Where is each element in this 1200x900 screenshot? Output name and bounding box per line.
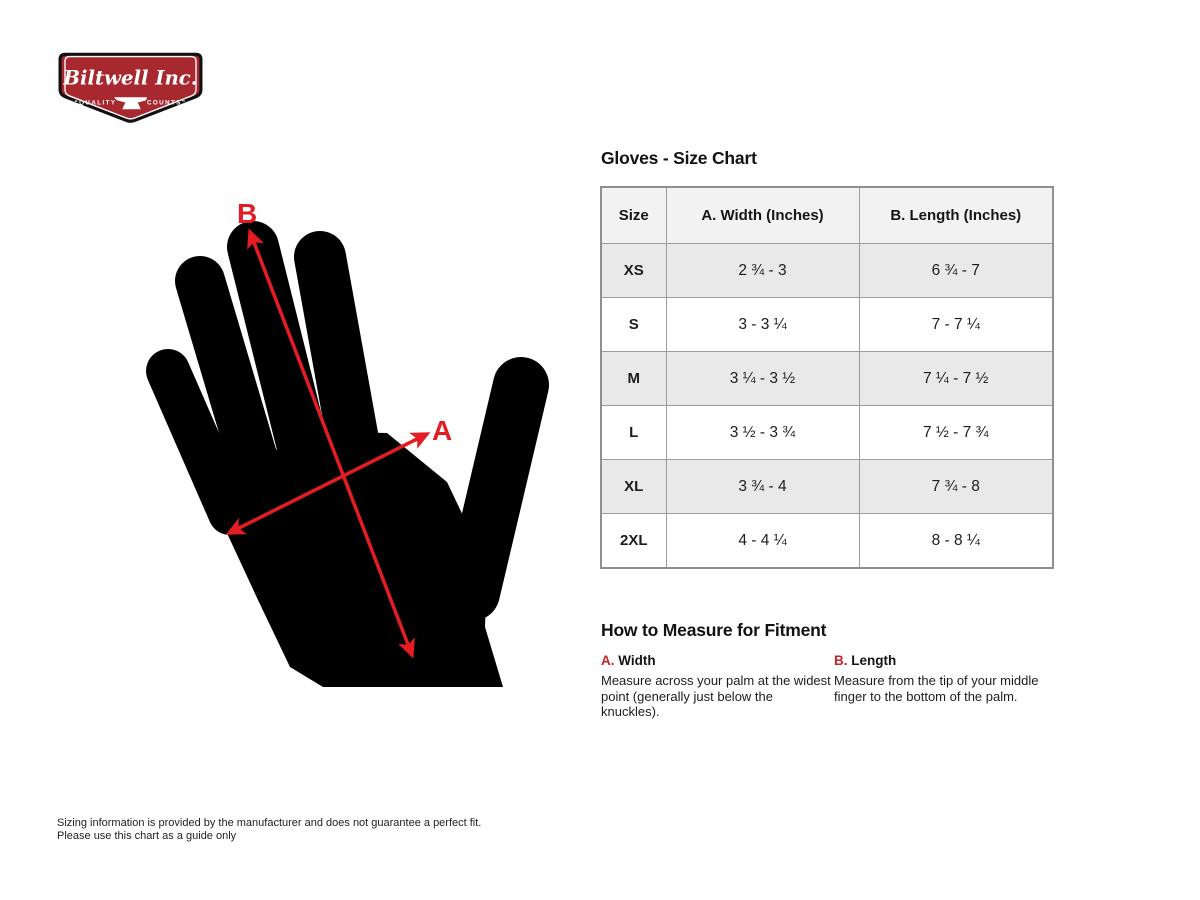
measure-key-a: A. xyxy=(601,653,615,668)
biltwell-logo xyxy=(58,52,203,125)
size-chart-table xyxy=(600,186,1054,569)
size-chart-row xyxy=(601,406,1053,460)
disclaimer-line-1: Sizing information is provided by the manufacturer and does not guarantee a perfect fit. xyxy=(57,817,482,829)
measure-length-heading xyxy=(834,653,1064,668)
width-cell: 4 - 4 ¼ xyxy=(666,514,859,569)
width-cell: 3 ½ - 3 ¾ xyxy=(666,406,859,460)
size-cell: 2XL xyxy=(601,514,666,569)
measure-length-label: Length xyxy=(851,653,897,668)
biltwell-badge xyxy=(58,52,203,125)
hand-measurement-diagram xyxy=(140,195,610,700)
width-cell: 3 - 3 ¼ xyxy=(666,298,859,352)
width-cell: 3 ¾ - 4 xyxy=(666,460,859,514)
size-cell: XS xyxy=(601,244,666,298)
size-cell: S xyxy=(601,298,666,352)
label-b: B xyxy=(237,198,258,229)
hand-silhouette xyxy=(168,247,521,687)
label-a: A xyxy=(432,415,453,446)
size-chart-row xyxy=(601,244,1053,298)
logo-tagline-left: “QUALITY xyxy=(74,99,117,107)
size-chart-row xyxy=(601,460,1053,514)
col-header-size: Size xyxy=(601,187,666,244)
measure-key-b: B. xyxy=(834,653,848,668)
measure-width-text: Measure across your palm at the widest point (generally just below the knuckles). xyxy=(601,673,831,719)
logo-brand-text: Biltwell Inc. xyxy=(63,66,198,90)
size-chart-row xyxy=(601,352,1053,406)
size-table-body xyxy=(601,244,1053,569)
size-chart-row xyxy=(601,298,1053,352)
measure-width-heading xyxy=(601,653,831,668)
measure-section-title: How to Measure for Fitment xyxy=(601,620,827,640)
measure-length-block xyxy=(834,653,1064,704)
length-cell: 7 ¼ - 7 ½ xyxy=(859,352,1053,406)
width-cell: 3 ¼ - 3 ½ xyxy=(666,352,859,406)
length-cell: 6 ¾ - 7 xyxy=(859,244,1053,298)
size-cell: L xyxy=(601,406,666,460)
disclaimer xyxy=(57,817,481,843)
width-cell: 2 ¾ - 3 xyxy=(666,244,859,298)
size-chart-header-row xyxy=(601,187,1053,244)
size-cell: XL xyxy=(601,460,666,514)
measure-length-text: Measure from the tip of your middle finger to the bottom of the palm. xyxy=(834,673,1039,704)
length-cell: 8 - 8 ¼ xyxy=(859,514,1053,569)
col-header-length: B. Length (Inches) xyxy=(859,187,1053,244)
col-header-width: A. Width (Inches) xyxy=(666,187,859,244)
logo-tagline-right: COUNTS” xyxy=(146,99,187,107)
measure-width-block xyxy=(601,653,831,720)
measure-width-label: Width xyxy=(618,653,656,668)
disclaimer-line-2: Please use this chart as a guide only xyxy=(57,830,237,842)
length-cell: 7 ¾ - 8 xyxy=(859,460,1053,514)
length-cell: 7 ½ - 7 ¾ xyxy=(859,406,1053,460)
size-chart-title: Gloves - Size Chart xyxy=(601,148,757,168)
length-cell: 7 - 7 ¼ xyxy=(859,298,1053,352)
size-chart-row xyxy=(601,514,1053,569)
size-cell: M xyxy=(601,352,666,406)
